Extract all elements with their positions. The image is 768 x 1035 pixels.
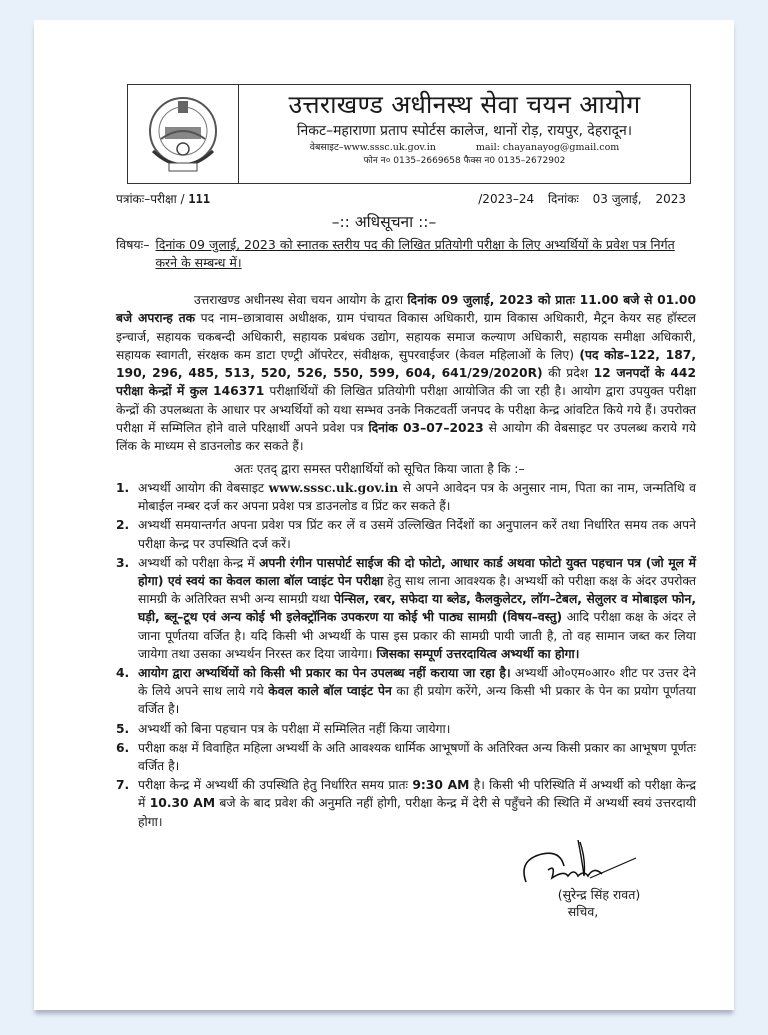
text-span: परीक्षा केन्द्र में अभ्यर्थी की उपस्थिति हेतु निर्धारित समय प्रातः <box>138 778 413 793</box>
item-text <box>138 516 696 552</box>
date-value: 03 जुलाई, <box>592 192 642 206</box>
item-number: 2. <box>116 518 130 533</box>
admit-card-date: दिनांक 03–07–2023 <box>368 421 484 436</box>
ref-number-block <box>116 190 210 207</box>
org-name: उत्तराखण्ड अधीनस्थ सेवा चयन आयोग <box>288 90 641 119</box>
body-paragraph <box>116 291 696 456</box>
bold-span: जिसका सम्पूर्ण उत्तरदायित्व अभ्यर्थी का होगा। <box>376 646 580 661</box>
ref-year: /2023–24 <box>478 192 535 206</box>
text-span: बजे के बाद प्रवेश की अनुमति नहीं होगी, परीक्षा केन्द्र में देरी से पहुँचने की स्थिति में अभ्यर्थी स्वयं उत्तरदायी होगा। <box>138 796 697 829</box>
post-codes: (पद कोड–122, 187, 190, 296, 485, 513, 520, 526, 550, 599, 604, 641/29/2020R) <box>116 347 696 381</box>
item-number: 1. <box>116 481 130 495</box>
phone-fax-text: फोन न० 0135–2669658 फैक्स न0 0135–2672902 <box>363 156 566 166</box>
ref-prefix: पत्रांकः–परीक्षा / <box>116 192 185 206</box>
centres-count: 12 जनपदों के 442 परीक्षा केन्द्रों में कुल 146371 <box>116 366 696 399</box>
text-span: परीक्षा कक्ष में विवाहित महिला अभ्यर्थी के अति आवश्यक धार्मिक आभूषणों के अतिरिक्त अन्य किसी प्रकार का आभूषण पूर्णतः वर्जित है। <box>138 740 696 774</box>
website-link[interactable]: www.sssc.uk.gov.in <box>268 480 399 495</box>
item-text <box>138 720 696 738</box>
bold-span: पेन्सिल, रबर, सफेदा या ब्लेड, कैलकुलेटर, लॉग–टेबल, सेलुलर व मोबाइल फोन, घड़ी, ब्लू–टूथ एवं अन्य कोई भी इलेक्ट्रॉनिक उपकरण या कोई भी पाठ्य सामग्री (विषय–वस्तु) <box>138 592 696 625</box>
org-address: निकट–महाराणा प्रताप स्पोर्टस कालेज, थानों रोड़, रायपुर, देहरादून। <box>296 123 633 139</box>
subject-label: विषयः– <box>116 237 150 252</box>
bold-span: 10.30 AM <box>149 796 216 811</box>
bold-span: केवल काले बॉल प्वाइंट पेन <box>268 684 392 699</box>
document-page <box>34 20 734 1010</box>
commission-emblem-icon <box>145 93 221 175</box>
item-number: 4. <box>116 666 130 681</box>
item-text <box>138 739 696 775</box>
para-text: परीक्षार्थियों की लिखित प्रतियोगी परीक्षा आयोजित की जा रही है। आयोग द्वारा उपयुक्त परीक्षा केन्द्रों की उपलब्धता के आधार पर अभ्यर्थियों को यथा सम्भव उनके निकटवर्ती जनपद के परीक्षा केन्द्र आंवटित किये गये हैं। उपरोक्त परीक्षा में सम्मिलित होने वाले परिक्षार्थी अपने प्रवेश पत्र <box>116 384 697 436</box>
letterhead <box>127 84 691 184</box>
date-block <box>468 190 686 207</box>
intro-line: अतः एतद् द्वारा समस्त परीक्षार्थियों को सूचित किया जाता है कि :– <box>234 462 525 476</box>
subject-line <box>116 236 696 272</box>
list-item <box>116 739 696 775</box>
signature-block <box>518 852 718 920</box>
reference-line <box>116 190 686 207</box>
item-text <box>138 664 696 719</box>
text-span: अभ्यर्थी समयान्तर्गत अपना प्रवेश पत्र प्रिंट कर लें व उसमें उल्लिखित निर्देशों का अनुपालन करें तथा निर्धारित समय तक अपने परीक्षा केन्द्र पर उपस्थिति दर्ज करें। <box>138 518 696 551</box>
item-number: 6. <box>116 740 130 755</box>
item-text <box>138 479 696 515</box>
text-span: आदि परीक्षा कक्ष के अंदर ले जाना पूर्णतया वर्जित है। यदि किसी भी अभ्यर्थी के पास इस प्रकार की सामग्री पायी जाती है, तो वह सामान जब्त कर लिया जायेगा तथा उसका अभ्यर्थन निरस्त कर दिया जायेगा। <box>138 610 696 661</box>
list-item <box>116 479 696 515</box>
list-item <box>116 516 696 552</box>
date-label: दिनांकः <box>547 192 579 206</box>
item-number: 7. <box>116 778 130 793</box>
item-number: 5. <box>116 721 130 736</box>
list-item <box>116 720 696 738</box>
text-span: अभ्यर्थी को परीक्षा केन्द्र में <box>138 555 260 570</box>
exam-datetime: दिनांक 09 जुलाई, 2023 को प्रातः 11.00 बजे से 01.00 बजे अपरान्ह तक <box>116 293 696 326</box>
subject-text: दिनांक 09 जुलाई, 2023 को स्नातक स्तरीय पद की लिखित प्रतियोगी परीक्षा के लिए अभ्यर्थियों के प्रवेश पत्र निर्गत करने के सम्बन्ध में। <box>155 237 675 270</box>
para-text: पद नाम–छात्रावास अधीक्षक, ग्राम पंचायत विकास अधिकारी, ग्राम विकास अधिकारी, मैट्रन केयर सह हॉस्टल इन्चार्ज, सहायक चकबन्दी अधिकारी, सहायक प्रबंधक उद्योग, सहायक समाज कल्याण अधिकारी, सहायक समीक्षा अधिकारी, सहायक स्वागती, संरक्षक कम डाटा एण्ट्री ऑपरेटर, संवीक्षक, सुपरवाईजर (केवल महिलाओं के लिए) <box>116 311 696 362</box>
text-span: से अपने आवेदन पत्र के अनुसार नाम, पिता का नाम, जन्मतिथि व मोबाईल नम्बर दर्ज कर अपना प्रवेश पत्र डाउनलोड व प्रिंट कर सकते हैं। <box>138 481 696 514</box>
bold-span: अपनी रंगीन पासपोर्ट साईज की दो फोटो, आधार कार्ड अथवा फोटो युक्त पहचान पत्र (जो मूल में होगा) एवं स्वयं का केवल काला बॉल प्वाइंट पेन परीक्षा <box>138 555 697 589</box>
para-text: की प्रदेश <box>542 366 594 381</box>
list-item <box>116 664 696 719</box>
date-year: 2023 <box>655 192 686 206</box>
item-text <box>138 554 696 663</box>
website-text: वेबसाइट–www.sssc.uk.gov.in <box>309 142 436 153</box>
text-span: अभ्यर्थी ओ०एम०आर० शीट पर उत्तर देने के लिये अपने साथ लाये गये <box>138 666 697 699</box>
text-span: का ही प्रयोग करेंगे, अन्य किसी भी प्रकार के पेन का प्रयोग पूर्णतया वर्जित है। <box>138 684 696 717</box>
signatory-title: सचिव, <box>567 904 599 919</box>
para-text: उत्तराखण्ड अधीनस्थ सेवा चयन आयोग के द्वारा <box>194 293 408 307</box>
item-number: 3. <box>116 555 130 570</box>
text-span: अभ्यर्थी आयोग की वेबसाइट <box>138 481 269 495</box>
item-text <box>138 776 696 831</box>
text-span: है। किसी भी परिस्थिति में अभ्यर्थी को परीक्षा केन्द्र में <box>138 778 696 811</box>
text-span: अभ्यर्थी को बिना पहचान पत्र के परीक्षा में सम्मिलित नहीं किया जायेगा। <box>138 721 451 736</box>
emblem-cell <box>128 85 239 183</box>
bold-span: 9:30 AM <box>412 778 470 793</box>
bold-span: आयोग द्वारा अभ्यर्थियों को किसी भी प्रकार का पेन उपलब्ध नहीं कराया जा रहा है। <box>138 666 511 681</box>
text-span: हेतु साथ लाना आवश्यक है। अभ्यर्थी को परीक्षा कक्ष के अंदर उपरोक्त सामग्री के अतिरिक्त सभी अन्य सामग्री यथा <box>138 574 696 607</box>
instructions-list <box>116 479 696 832</box>
ref-number: 111 <box>188 192 211 206</box>
list-item <box>116 776 696 831</box>
para-text: से आयोग की वेबसाइट पर उपलब्ध कराये गये लिंक के माध्यम से डाउनलोड कर सकते हैं। <box>116 421 696 454</box>
notice-title: –:: अधिसूचना ::– <box>331 213 437 231</box>
list-item <box>116 554 696 663</box>
signatory-name: (सुरेन्द्र सिंह रावत) <box>557 887 641 902</box>
email-text: mail: chayanayog@gmail.com <box>475 142 620 153</box>
contact-line <box>239 141 690 155</box>
letterhead-text <box>239 85 690 183</box>
